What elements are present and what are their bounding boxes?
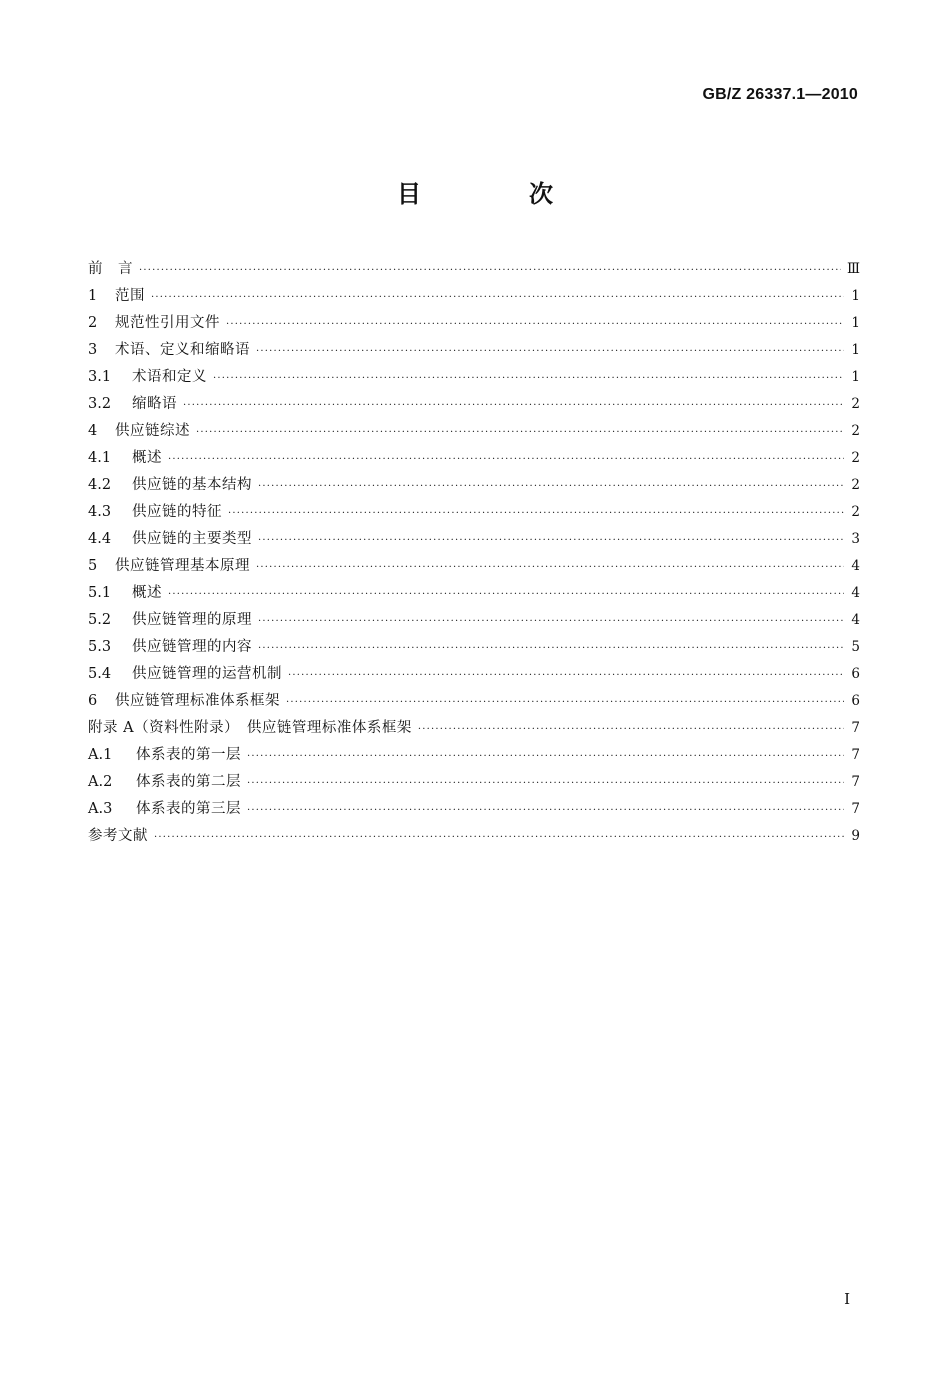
- toc-entry[interactable]: [88, 418, 860, 445]
- toc-entry-title: 供应链管理基本原理: [115, 558, 250, 574]
- toc-entry-page: 1: [851, 315, 860, 331]
- toc-entry[interactable]: [88, 661, 860, 688]
- toc-dot-leader: [258, 608, 844, 635]
- toc-entry-page: 2: [851, 504, 860, 520]
- toc-dot-leader: [168, 581, 844, 608]
- toc-entry-title: 供应链的基本结构: [132, 477, 252, 493]
- page-title: 目 次: [397, 180, 595, 208]
- toc-dot-leader: [247, 797, 844, 824]
- toc-dot-leader: [288, 662, 844, 689]
- toc-dot-leader: [418, 716, 844, 743]
- toc-dot-leader: [258, 473, 844, 500]
- toc-entry-number: 3.2: [88, 396, 112, 412]
- toc-entry[interactable]: [88, 256, 860, 283]
- toc-entry[interactable]: [88, 472, 860, 499]
- toc-dot-leader: [286, 689, 844, 716]
- toc-entry[interactable]: [88, 283, 860, 310]
- toc-entry-title: 供应链的特征: [132, 504, 222, 520]
- toc-entry-page: 3: [851, 531, 860, 547]
- toc-entry-title: 前 言: [88, 261, 133, 277]
- toc-entry[interactable]: [88, 715, 860, 742]
- toc-entry-number: 2: [88, 315, 98, 331]
- toc-entry-number: A.2: [88, 774, 113, 790]
- toc-dot-leader: [213, 365, 844, 392]
- toc-entry-page: 4: [851, 558, 860, 574]
- toc-dot-leader: [154, 824, 844, 851]
- toc-entry-title: 体系表的第二层: [136, 774, 241, 790]
- toc-entry-title: 供应链管理的运营机制: [132, 666, 282, 682]
- toc-entry[interactable]: [88, 526, 860, 553]
- toc-dot-leader: [247, 770, 844, 797]
- standard-number: GB/Z 26337.1—2010: [702, 86, 858, 103]
- toc-dot-leader: [226, 311, 844, 338]
- toc-entry[interactable]: [88, 337, 860, 364]
- toc-entry-number: A.1: [88, 747, 113, 763]
- toc-entry-number: 4.2: [88, 477, 112, 493]
- toc-entry-title: 供应链管理的内容: [132, 639, 252, 655]
- toc-entry-page: 9: [851, 828, 860, 844]
- toc-entry[interactable]: [88, 445, 860, 472]
- toc-entry-number: 4.3: [88, 504, 112, 520]
- toc-entry-title: 术语、定义和缩略语: [115, 342, 250, 358]
- toc-dot-leader: [168, 446, 844, 473]
- toc-entry-page: Ⅲ: [846, 261, 860, 277]
- toc-entry-title: 概述: [132, 585, 162, 601]
- toc-dot-leader: [258, 527, 844, 554]
- toc-entry[interactable]: [88, 823, 860, 850]
- toc-entry-page: 1: [851, 288, 860, 304]
- toc-dot-leader: [256, 338, 844, 365]
- toc-entry-page: 4: [851, 585, 860, 601]
- toc-entry-page: 2: [851, 477, 860, 493]
- toc-entry-number: 3: [88, 342, 98, 358]
- toc-dot-leader: [139, 257, 841, 284]
- page-number: I: [844, 1290, 850, 1308]
- toc-entry[interactable]: [88, 769, 860, 796]
- toc-entry-page: 7: [851, 801, 860, 817]
- toc-entry-title: 参考文献: [88, 828, 148, 844]
- toc-entry[interactable]: [88, 553, 860, 580]
- toc-entry-title: 供应链管理的原理: [132, 612, 252, 628]
- toc-entry-title: 概述: [132, 450, 162, 466]
- toc-entry-title: 体系表的第三层: [136, 801, 241, 817]
- toc-entry-number: 3.1: [88, 369, 112, 385]
- toc-entry-title: 供应链综述: [115, 423, 190, 439]
- toc-entry-title: 术语和定义: [132, 369, 207, 385]
- toc-entry-number: 5.4: [88, 666, 112, 682]
- toc-entry[interactable]: [88, 796, 860, 823]
- toc-entry-page: 2: [851, 450, 860, 466]
- toc-entry-number: 4.4: [88, 531, 112, 547]
- toc-dot-leader: [258, 635, 844, 662]
- toc-entry-title: 体系表的第一层: [136, 747, 241, 763]
- toc-dot-leader: [196, 419, 844, 446]
- toc-entry-number: 5.2: [88, 612, 112, 628]
- toc-entry-number: 1: [88, 288, 98, 304]
- toc-dot-leader: [228, 500, 844, 527]
- toc-entry[interactable]: [88, 310, 860, 337]
- toc-entry-page: 4: [851, 612, 860, 628]
- toc-entry-title: 供应链管理标准体系框架: [115, 693, 280, 709]
- toc-entry-title: 供应链的主要类型: [132, 531, 252, 547]
- toc-entry-page: 6: [851, 666, 860, 682]
- toc-entry[interactable]: [88, 634, 860, 661]
- toc-entry-page: 7: [851, 747, 860, 763]
- toc-dot-leader: [247, 743, 844, 770]
- toc-entry-number: 5.1: [88, 585, 112, 601]
- toc-entry-number: 5.3: [88, 639, 112, 655]
- toc-entry-title: 缩略语: [132, 396, 177, 412]
- toc-entry-page: 6: [851, 693, 860, 709]
- toc-entry[interactable]: [88, 580, 860, 607]
- toc-entry-number: 4: [88, 423, 98, 439]
- toc-entry[interactable]: [88, 742, 860, 769]
- toc-entry-page: 1: [851, 369, 860, 385]
- toc-dot-leader: [183, 392, 844, 419]
- toc-entry-page: 5: [851, 639, 860, 655]
- toc-entry-page: 2: [851, 423, 860, 439]
- toc-dot-leader: [256, 554, 844, 581]
- toc-entry[interactable]: [88, 607, 860, 634]
- toc-entry-number: A.3: [88, 801, 113, 817]
- toc-entry-page: 1: [851, 342, 860, 358]
- toc-entry-page: 2: [851, 396, 860, 412]
- toc-entry-title: 附录 A（资料性附录） 供应链管理标准体系框架: [88, 720, 412, 736]
- toc-entry-page: 7: [851, 774, 860, 790]
- toc-entry-number: 4.1: [88, 450, 112, 466]
- table-of-contents: [88, 256, 860, 850]
- toc-dot-leader: [151, 284, 844, 311]
- toc-entry-title: 规范性引用文件: [115, 315, 220, 331]
- toc-entry[interactable]: [88, 499, 860, 526]
- toc-entry[interactable]: [88, 391, 860, 418]
- toc-entry[interactable]: [88, 688, 860, 715]
- toc-entry[interactable]: [88, 364, 860, 391]
- toc-entry-number: 6: [88, 693, 98, 709]
- toc-entry-number: 5: [88, 558, 98, 574]
- toc-entry-page: 7: [851, 720, 860, 736]
- toc-entry-title: 范围: [115, 288, 145, 304]
